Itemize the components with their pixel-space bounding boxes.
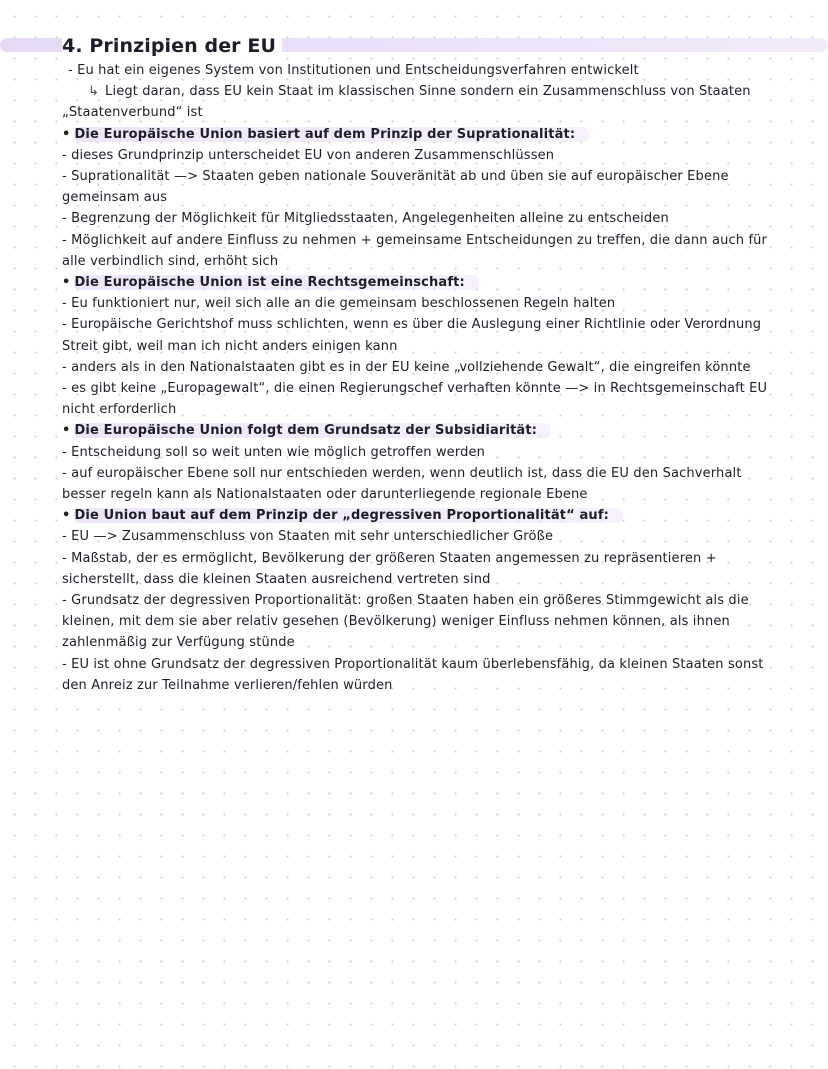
note-line-arrow xyxy=(62,81,782,102)
bullet-icon: • xyxy=(62,508,71,524)
section-heading xyxy=(62,505,782,526)
note-line: - EU —> Zusammenschluss von Staaten mit sehr unterschiedlicher Größe xyxy=(62,529,554,545)
note-line: - Eu hat ein eigenes System von Institutionen und Entscheidungsverfahren entwickelt xyxy=(68,63,639,78)
note-line: sicherstellt, dass die kleinen Staaten ausreichend vertreten sind xyxy=(62,571,491,587)
notes-body xyxy=(62,60,782,696)
note-line: - es gibt keine „Europagewalt“, die einen Regierungschef verhaften könnte —> in Rechtsgemeinschaft EU xyxy=(62,381,768,397)
section-heading-text: Die Europäische Union folgt dem Grundsatz der Subsidiarität: xyxy=(74,423,551,438)
note-line-text: Liegt daran, dass EU kein Staat im klassischen Sinne sondern ein Zusammenschluss von Staaten xyxy=(105,84,751,100)
note-line: „Staatenverbund“ ist xyxy=(62,105,203,121)
note-line: - Entscheidung soll so weit unten wie möglich getroffen werden xyxy=(62,444,486,460)
note-line: kleinen, mit dem sie aber relativ gesehen (Bevölkerung) weniger Einfluss nehmen können, als ihnen xyxy=(62,614,730,630)
note-line: Streit gibt, weil man ich nicht anders einigen kann xyxy=(62,338,398,354)
note-line: nicht erforderlich xyxy=(62,402,177,418)
bullet-icon: • xyxy=(62,126,71,142)
note-line: besser regeln kann als Nationalstaaten oder darunterliegende regionale Ebene xyxy=(62,487,588,503)
note-line: zahlenmäßig zur Verfügung stünde xyxy=(62,635,295,651)
note-line: - Begrenzung der Möglichkeit für Mitgliedsstaaten, Angelegenheiten alleine zu entscheiden xyxy=(62,211,669,227)
section-heading-text: Die Europäische Union basiert auf dem Prinzip der Suprationalität: xyxy=(74,127,589,142)
note-line: den Anreiz zur Teilnahme verlieren/fehlen würden xyxy=(62,677,393,693)
note-line: - Suprationalität —> Staaten geben nationale Souveränität ab und üben sie auf europäischer Ebene xyxy=(62,169,729,185)
return-arrow-icon: ↳ xyxy=(88,84,100,100)
note-line: - Eu funktioniert nur, weil sich alle an die gemeinsam beschlossenen Regeln halten xyxy=(62,296,616,312)
section-heading xyxy=(62,420,782,441)
section-heading xyxy=(62,124,782,145)
note-line: - anders als in den Nationalstaaten gibt es in der EU keine „vollziehende Gewalt“, die eingreifen könnte xyxy=(62,359,751,375)
section-heading-text: Die Europäische Union ist eine Rechtsgemeinschaft: xyxy=(74,275,478,290)
note-line: - EU ist ohne Grundsatz der degressiven Proportionalität kaum überlebensfähig, da kleinen Staaten sonst xyxy=(62,656,764,672)
page-title: 4. Prinzipien der EU xyxy=(62,33,282,59)
note-line: - Europäische Gerichtshof muss schlichten, wenn es über die Auslegung einer Richtlinie oder Verordnung xyxy=(62,317,762,333)
bullet-icon: • xyxy=(62,275,71,291)
section-heading-text: Die Union baut auf dem Prinzip der „degressiven Proportionalität“ auf: xyxy=(74,508,623,523)
note-line: - dieses Grundprinzip unterscheidet EU von anderen Zusammenschlüssen xyxy=(62,147,555,163)
note-line: - Grundsatz der degressiven Proportionalität: großen Staaten haben ein größeres Stimmgewicht als die xyxy=(62,593,749,609)
note-line: gemeinsam aus xyxy=(62,190,168,206)
note-line: alle verbindlich sind, erhöht sich xyxy=(62,253,279,269)
note-line: - Möglichkeit auf andere Einfluss zu nehmen + gemeinsame Entscheidungen zu treffen, die dann auch für xyxy=(62,232,768,248)
section-heading xyxy=(62,272,782,293)
note-line: - Maßstab, der es ermöglicht, Bevölkerung der größeren Staaten angemessen zu repräsentieren + xyxy=(62,550,717,566)
note-line: - auf europäischer Ebene soll nur entschieden werden, wenn deutlich ist, dass die EU den Sachverhalt xyxy=(62,465,742,481)
bullet-icon: • xyxy=(62,423,71,439)
